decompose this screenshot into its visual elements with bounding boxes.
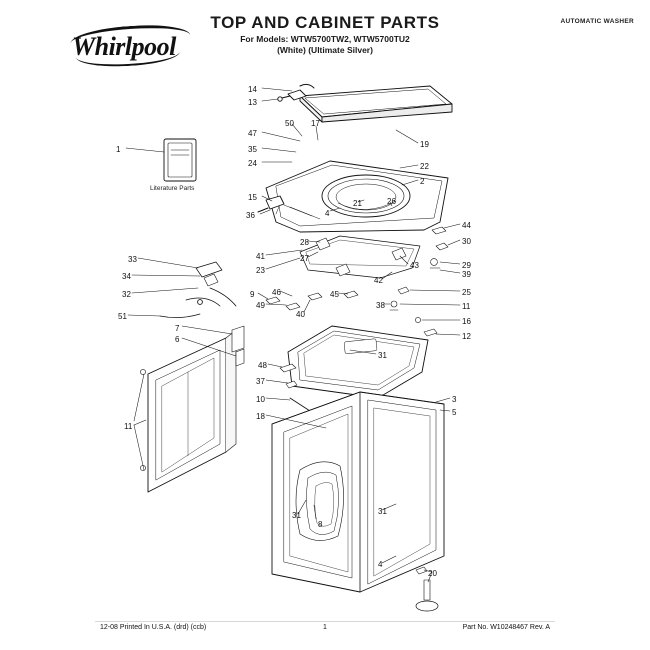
document-type-label: AUTOMATIC WASHER: [560, 18, 634, 25]
callout-number-13: 13: [248, 98, 257, 107]
callout-number-33: 33: [128, 255, 137, 264]
callout-number-36: 36: [246, 211, 255, 220]
callout-number-35: 35: [248, 145, 257, 154]
callout-number-29: 29: [462, 261, 471, 270]
part-top-panel: [258, 161, 448, 232]
literature-parts-label: Literature Parts: [150, 185, 195, 192]
callout-number-37: 37: [256, 377, 265, 386]
callout-number-16: 16: [462, 317, 471, 326]
callout-number-10: 10: [256, 395, 265, 404]
callout-number-38: 38: [376, 301, 385, 310]
callout-number-3: 3: [452, 395, 457, 404]
callout-number-42: 42: [374, 276, 383, 285]
part-top-support-frame: [300, 236, 420, 278]
callout-number-41: 41: [256, 252, 265, 261]
callout-number-11: 11: [124, 422, 133, 431]
callout-number-25: 25: [462, 288, 471, 297]
callout-number-27: 27: [300, 254, 309, 263]
callout-number-30: 30: [462, 237, 471, 246]
callout-number-15: 15: [248, 193, 257, 202]
callout-number-20: 20: [428, 569, 437, 578]
part-cabinet-top-frame: [288, 326, 428, 398]
callout-number-48: 48: [258, 361, 267, 370]
callout-number-18: 18: [256, 412, 265, 421]
part-washer-lid: [300, 86, 452, 122]
callout-number-51: 51: [118, 312, 127, 321]
callout-number-43: 43: [410, 261, 419, 270]
callout-number-2: 2: [420, 177, 425, 186]
callout-number-47: 47: [248, 129, 257, 138]
callout-number-24: 24: [248, 159, 257, 168]
callout-number-8: 8: [318, 520, 323, 529]
callout-number-49: 49: [256, 301, 265, 310]
callout-number-40: 40: [296, 310, 305, 319]
part-left-side-panel: [140, 326, 244, 492]
callout-number-4: 4: [378, 560, 383, 569]
footer-page-number: 1: [323, 624, 327, 631]
callout-number-17: 17: [311, 119, 320, 128]
callout-number-31: 31: [292, 511, 301, 520]
callout-number-39: 39: [462, 270, 471, 279]
logo-wordmark: Whirlpool: [72, 32, 176, 61]
callout-number-12: 12: [462, 332, 471, 341]
callout-number-31: 31: [378, 507, 387, 516]
callout-number-14: 14: [248, 85, 257, 94]
callout-number-31: 31: [378, 351, 387, 360]
footer-print-info: 12-08 Printed In U.S.A. (drd) (ccb): [100, 624, 207, 631]
callout-number-26: 26: [387, 197, 396, 206]
part-literature-booklet: [164, 139, 196, 181]
callout-number-19: 19: [420, 140, 429, 149]
callout-number-9: 9: [250, 290, 255, 299]
callout-number-4: 4: [325, 209, 330, 218]
callout-number-32: 32: [122, 290, 131, 299]
footer-divider: [95, 621, 555, 622]
callout-number-1: 1: [116, 145, 121, 154]
callout-number-44: 44: [462, 221, 471, 230]
callout-number-22: 22: [420, 162, 429, 171]
callout-number-11: 11: [462, 302, 471, 311]
footer-part-number: Part No. W10248467 Rev. A: [462, 624, 550, 631]
callout-number-34: 34: [122, 272, 131, 281]
models-line: For Models: WTW5700TW2, WTW5700TU2: [240, 34, 410, 44]
callout-number-5: 5: [452, 408, 457, 417]
callout-number-6: 6: [175, 335, 180, 344]
page-title: TOP AND CABINET PARTS: [210, 13, 440, 32]
callout-number-23: 23: [256, 266, 265, 275]
callout-number-50: 50: [285, 119, 294, 128]
page-footer: [0, 624, 650, 636]
callout-number-7: 7: [175, 324, 180, 333]
callout-number-45: 45: [330, 290, 339, 299]
colors-line: (White) (Ultimate Silver): [277, 45, 373, 55]
callout-number-46: 46: [272, 288, 281, 297]
callout-number-28: 28: [300, 238, 309, 247]
callout-number-21: 21: [353, 199, 362, 208]
